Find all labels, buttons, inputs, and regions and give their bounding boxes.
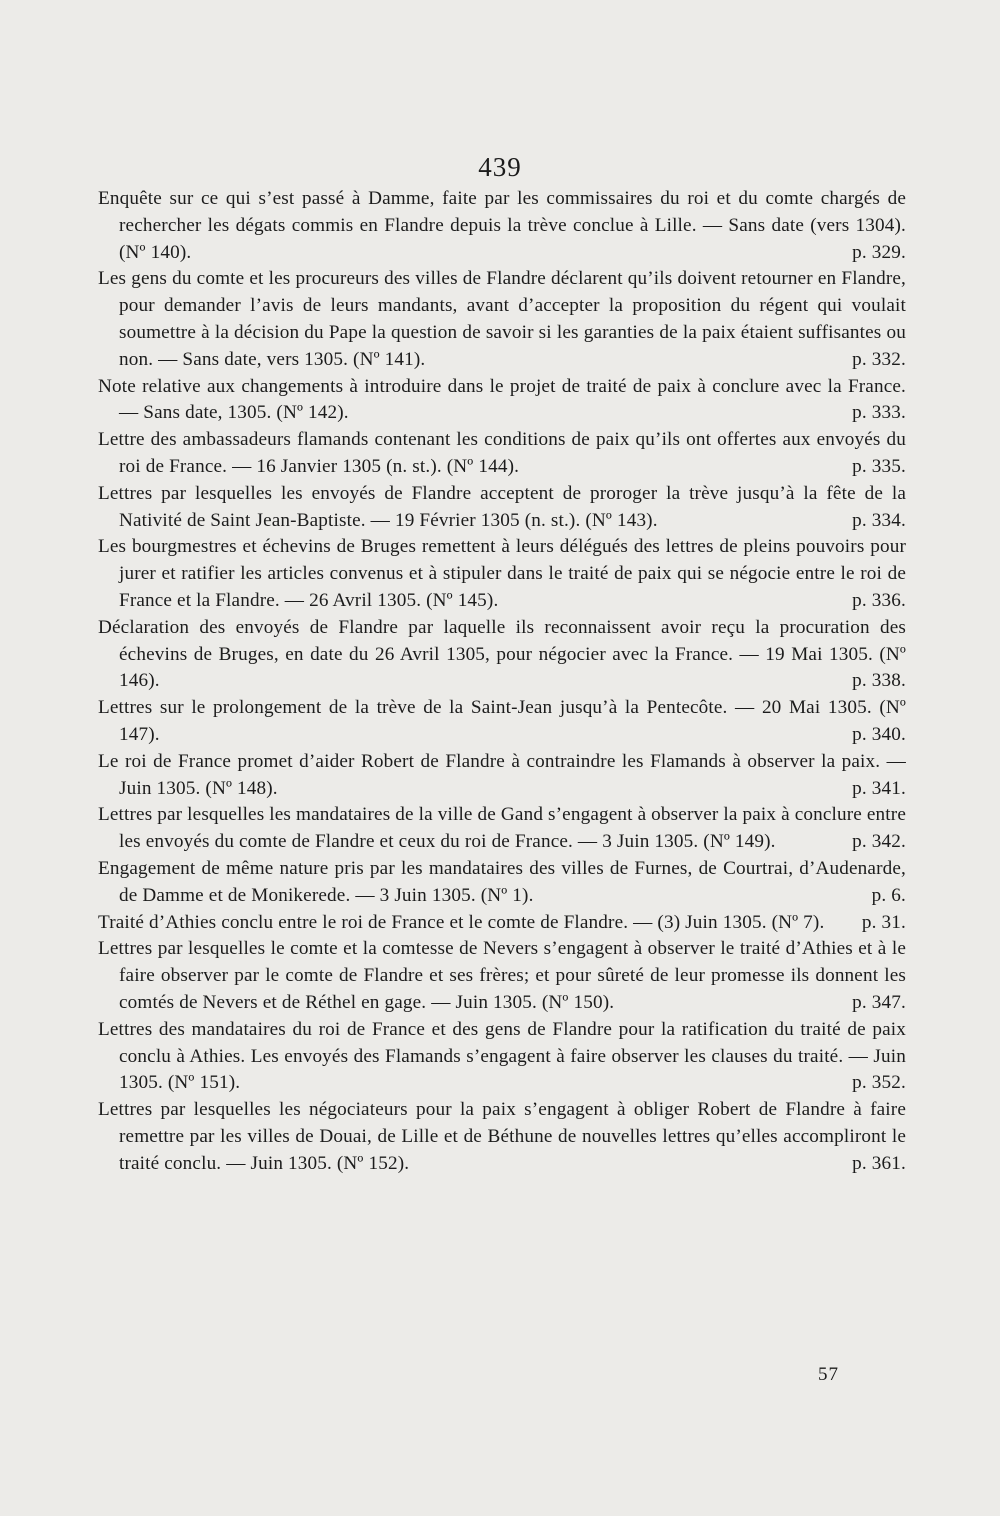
page-number: 439 — [478, 152, 522, 182]
entry-page-reference: p. 329. — [852, 241, 906, 263]
toc-entry — [98, 1097, 906, 1177]
entry-page-reference: p. 341. — [852, 777, 906, 799]
entry-page-reference: p. 340. — [852, 723, 906, 745]
entry-text: Lettres sur le prolongement de la trève de la Saint-Jean jusqu’à la Pentecôte. — 20 Mai 1305. (Nº 147). — [98, 697, 906, 745]
entry-page-reference: p. 335. — [852, 455, 906, 477]
toc-entry — [98, 1017, 906, 1097]
entry-page-reference: p. 361. — [852, 1152, 906, 1174]
toc-entry — [98, 481, 906, 535]
entry-text: Lettres par lesquelles le comte et la comtesse de Nevers s’engagent à observer le traité d’Athies et à le faire observer par le comte de Flandre et ses frères; et pour sûreté de leur promesse ils donnent les comtés de Nevers et de Réthel en gage. — Juin 1305. (Nº 150). — [98, 938, 906, 1013]
entry-text: Enquête sur ce qui s’est passé à Damme, faite par les commissaires du roi et du comte chargés de rechercher les dégats commis en Flandre depuis la trève conclue à Lille. — Sans date (vers 1304). (Nº 140). — [98, 188, 906, 263]
toc-entry — [98, 266, 906, 373]
entry-text: Le roi de France promet d’aider Robert de Flandre à contraindre les Flamands à observer la paix. — Juin 1305. (Nº 148). — [98, 750, 906, 799]
entry-text: Engagement de même nature pris par les mandataires des villes de Furnes, de Courtrai, d’Audenarde, de Damme et de Monikerede. — 3 Juin 1305. (Nº 1). — [98, 857, 906, 906]
toc-entry — [98, 910, 906, 937]
toc-entry — [98, 186, 906, 266]
toc-entry — [98, 802, 906, 856]
toc-entry — [98, 427, 906, 481]
signature-mark: 57 — [818, 1364, 839, 1385]
toc-entry — [98, 615, 906, 695]
entry-page-reference: p. 342. — [852, 831, 906, 853]
table-of-contents — [98, 186, 906, 1177]
entry-text: Lettres par lesquelles les mandataires de la ville de Gand s’engagent à observer la paix à conclure entre les envoyés du comte de Flandre et ceux du roi de France. — 3 Juin 1305. (Nº 149). — [98, 804, 906, 853]
entry-page-reference: p. 338. — [852, 670, 906, 692]
entry-page-reference: p. 336. — [852, 589, 906, 611]
entry-page-reference: p. 332. — [852, 348, 906, 370]
entry-page-reference: p. 6. — [871, 884, 906, 906]
entry-text: Note relative aux changements à introduire dans le projet de traité de paix à conclure avec la France. — Sans date, 1305. (Nº 142). — [98, 375, 906, 424]
entry-text: Les bourgmestres et échevins de Bruges remettent à leurs délégués des lettres de pleins pouvoirs pour jurer et ratifier les articles convenus et à stipuler dans le traité de paix qui se négocie entre le roi de France et la Flandre. — 26 Avril 1305. (Nº 145). — [98, 536, 906, 611]
toc-entry — [98, 856, 906, 910]
entry-page-reference: p. 334. — [852, 509, 906, 531]
toc-entry — [98, 749, 906, 803]
toc-entry — [98, 695, 906, 749]
entry-text: Les gens du comte et les procureurs des villes de Flandre déclarent qu’ils doivent retourner en Flandre, pour demander l’avis de leurs mandants, avant d’accepter la proposition du régent qui voulait soumettre à la décision du Pape la question de savoir si les garanties de la paix étaient suffisantes ou non. — Sans date, vers 1305. (Nº 141). — [98, 268, 906, 370]
entry-page-reference: p. 333. — [852, 402, 906, 424]
entry-text: Lettres par lesquelles les envoyés de Flandre acceptent de proroger la trève jusqu’à la fête de la Nativité de Saint Jean-Baptiste. — 19 Février 1305 (n. st.). (Nº 143). — [98, 482, 906, 531]
toc-entry — [98, 936, 906, 1016]
entry-page-reference: p. 31. — [861, 911, 906, 933]
entry-text: Lettre des ambassadeurs flamands contenant les conditions de paix qu’ils ont offertes aux envoyés du roi de France. — 16 Janvier 1305 (n. st.). (Nº 144). — [98, 429, 906, 477]
entry-text: Déclaration des envoyés de Flandre par laquelle ils reconnaissent avoir reçu la procuration des échevins de Bruges, en date du 26 Avril 1305, pour négocier avec la France. — 19 Mai 1305. (Nº 146). — [98, 616, 906, 692]
toc-entry — [98, 534, 906, 614]
entry-text: Lettres par lesquelles les négociateurs pour la paix s’engagent à obliger Robert de Flandre à faire remettre par les villes de Douai, de Lille et de Béthune de nouvelles lettres qu’elles accompliront le traité conclu. — Juin 1305. (Nº 152). — [98, 1099, 906, 1174]
entry-text: Traité d’Athies conclu entre le roi de France et le comte de Flandre. — (3) Juin 1305. (Nº 7). — [98, 911, 825, 933]
entry-page-reference: p. 352. — [852, 1072, 906, 1094]
entry-text: Lettres des mandataires du roi de France et des gens de Flandre pour la ratification du traité de paix conclu à Athies. Les envoyés des Flamands s’engagent à faire observer les clauses du traité. — Juin 1305. (Nº 151). — [98, 1018, 906, 1094]
toc-entry — [98, 374, 906, 428]
entry-page-reference: p. 347. — [852, 991, 906, 1013]
